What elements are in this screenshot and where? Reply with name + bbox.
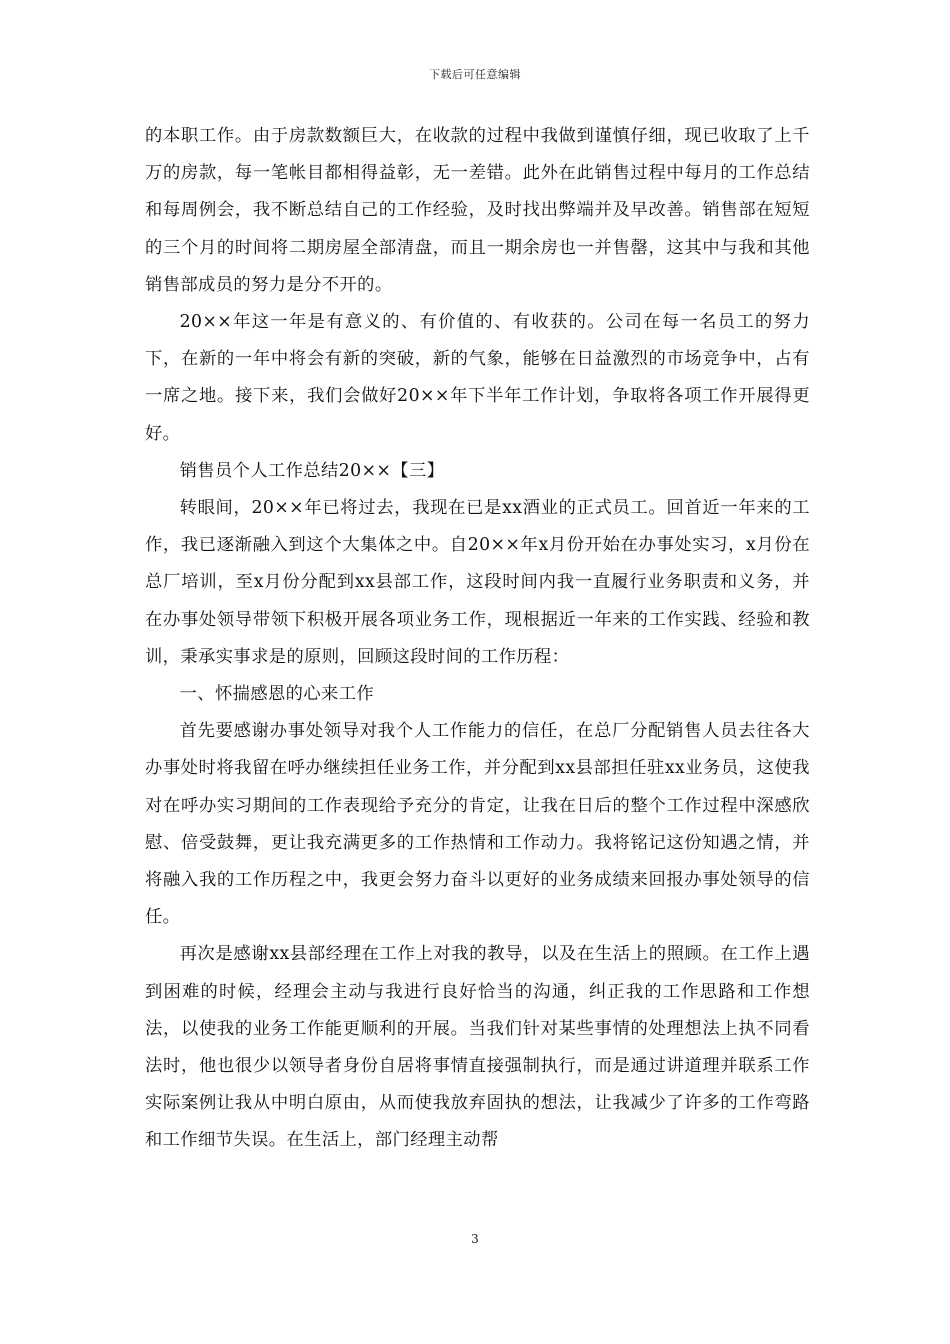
paragraph-thanks-manager: 再次是感谢xx县部经理在工作上对我的教导，以及在生活上的照顾。在工作上遇到困难的时候，经理会主动与我进行良好恰当的沟通，纠正我的工作思路和工作想法，以使我的业务工作能更顺利的开展。当我们针对某些事情的处理想法上执不同看法时，他也很少以领导者身份自居将事情直接强制执行，而是通过讲道理并联系工作实际案例让我从中明白原由，从而使我放弃固执的想法，让我减少了许多的工作弯路和工作细节失误。在生活上，部门经理主动帮 xyxy=(145,944,810,1151)
paragraph-continuation: 的本职工作。由于房款数额巨大，在收款的过程中我做到谨慎仔细，现已收取了上千万的房款，每一笔帐目都相得益彰，无一差错。此外在此销售过程中每月的工作总结和每周例会，我不断总结自己的工作经验，及时找出弊端并及早改善。销售部在短短的三个月的时间将二期房屋全部清盘，而且一期余房也一并售罄，这其中与我和其他销售部成员的努力是分不开的。 xyxy=(145,126,810,295)
document-body xyxy=(145,118,810,1160)
page-header-note: 下载后可任意编辑 xyxy=(429,68,521,81)
paragraph-intro: 转眼间，20××年已将过去，我现在已是xx酒业的正式员工。回首近一年来的工作，我已逐渐融入到这个大集体之中。自20××年x月份开始在办事处实习，x月份在总厂培训，至x月份分配到xx县部工作，这段时间内我一直履行业务职责和义务，并在办事处领导带领下积极开展各项业务工作，现根据近一年来的工作实践、经验和教训，秉承实事求是的原则，回顾这段时间的工作历程： xyxy=(145,498,810,667)
subheading-gratitude: 一、怀揣感恩的心来工作 xyxy=(179,684,375,705)
page-number: 3 xyxy=(471,1232,479,1246)
paragraph-year-summary: 20××年这一年是有意义的、有价值的、有收获的。公司在每一名员工的努力下，在新的一年中将会有新的突破，新的气象，能够在日益激烈的市场竞争中，占有一席之地。接下来，我们会做好20××年下半年工作计划，争取将各项工作开展得更好。 xyxy=(145,312,810,444)
section-heading-three: 销售员个人工作总结20××【三】 xyxy=(179,460,445,481)
paragraph-thanks-office: 首先要感谢办事处领导对我个人工作能力的信任，在总厂分配销售人员去往各大办事处时将我留在呼办继续担任业务工作，并分配到xx县部担任驻xx业务员，这使我对在呼办实习期间的工作表现给予充分的肯定，让我在日后的整个工作过程中深感欣慰、倍受鼓舞，更让我充满更多的工作热情和工作动力。我将铭记这份知遇之情，并将融入我的工作历程之中，我更会努力奋斗以更好的业务成绩来回报办事处领导的信任。 xyxy=(145,721,810,928)
